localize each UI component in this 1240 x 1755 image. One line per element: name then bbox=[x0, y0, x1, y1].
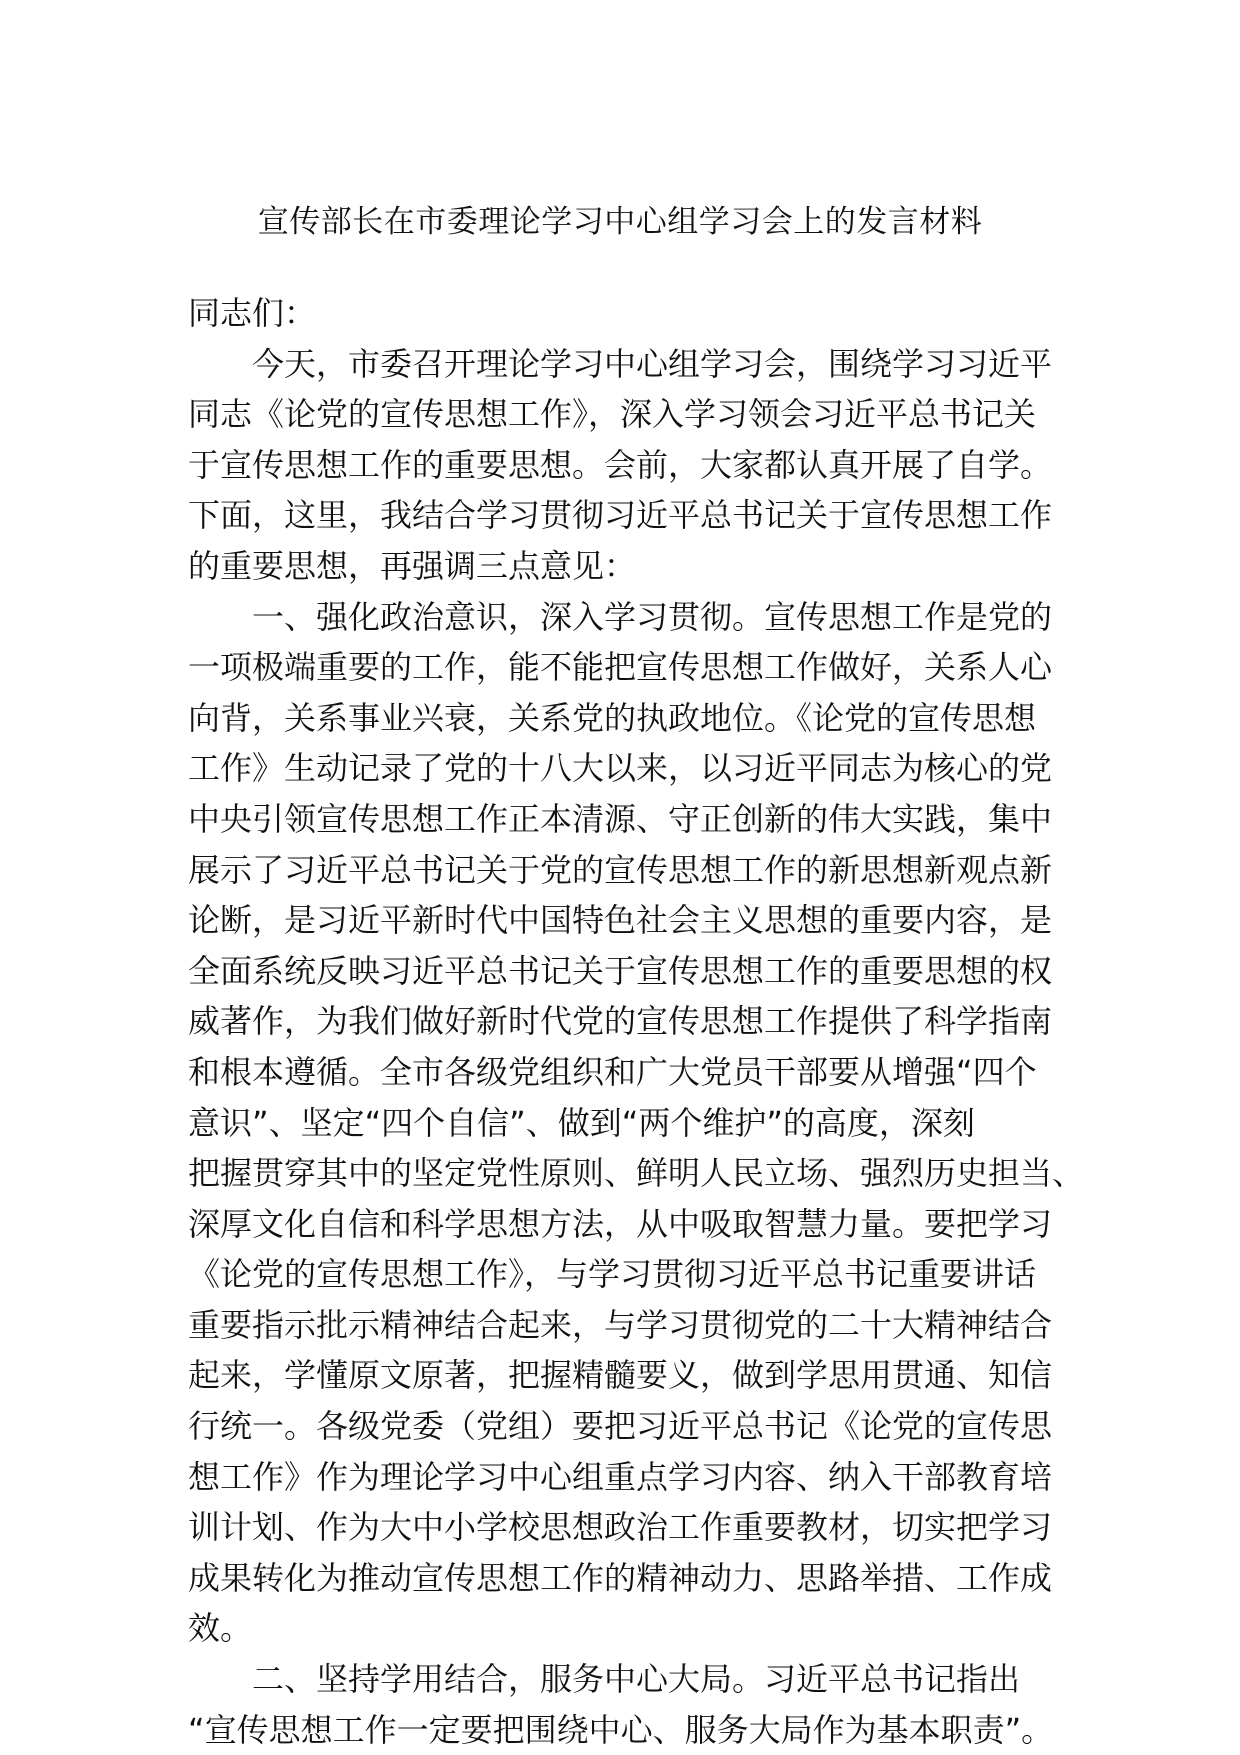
body-line: 把握贯穿其中的坚定党性原则、鲜明人民立场、强烈历史担当、 bbox=[188, 1154, 1085, 1193]
body-line: 的重要思想，再强调三点意见： bbox=[188, 546, 637, 585]
body-line: 今天，市委召开理论学习中心组学习会，围绕学习习近平 bbox=[252, 344, 1053, 383]
document-body bbox=[188, 288, 1085, 1755]
section-two-line: 二、坚持学用结合，服务中心大局。习近平总书记指出 bbox=[252, 1660, 1021, 1699]
body-line: 重要指示批示精神结合起来，与学习贯彻党的二十大精神结合 bbox=[188, 1305, 1053, 1344]
salutation: 同志们： bbox=[188, 294, 317, 332]
body-line: 深厚文化自信和科学思想方法，从中吸取智慧力量。要把学习 bbox=[188, 1204, 1053, 1243]
body-line: 想工作》作为理论学习中心组重点学习内容、纳入干部教育培 bbox=[188, 1457, 1053, 1496]
body-line: 《论党的宣传思想工作》，与学习贯彻习近平总书记重要讲话 bbox=[188, 1255, 1037, 1294]
body-line: 同志《论党的宣传思想工作》，深入学习领会习近平总书记关 bbox=[188, 395, 1037, 434]
body-line: 和根本遵循。全市各级党组织和广大党员干部要从增强“四个 bbox=[188, 1052, 1037, 1091]
body-line: 训计划、作为大中小学校思想政治工作重要教材，切实把学习 bbox=[188, 1508, 1053, 1547]
document-title: 宣传部长在市委理论学习中心组学习会上的发言材料 bbox=[257, 204, 983, 240]
body-line: 效。 bbox=[188, 1609, 253, 1648]
body-line: 于宣传思想工作的重要思想。会前，大家都认真开展了自学。 bbox=[188, 445, 1053, 484]
body-line: 论断，是习近平新时代中国特色社会主义思想的重要内容，是 bbox=[188, 901, 1053, 940]
body-line: 成果转化为推动宣传思想工作的精神动力、思路举措、工作成 bbox=[188, 1558, 1053, 1597]
body-line: 下面，这里，我结合学习贯彻习近平总书记关于宣传思想工作 bbox=[188, 496, 1053, 535]
body-line: “宣传思想工作一定要把围绕中心、服务大局作为基本职责”。 bbox=[188, 1710, 1054, 1749]
body-line: 行统一。各级党委（党组）要把习近平总书记《论党的宣传思 bbox=[188, 1407, 1053, 1446]
section-one-line: 一、强化政治意识，深入学习贯彻。宣传思想工作是党的 bbox=[252, 597, 1053, 636]
body-line: 工作》生动记录了党的十八大以来，以习近平同志为核心的党 bbox=[188, 749, 1053, 788]
body-line: 向背，关系事业兴衰，关系党的执政地位。《论党的宣传思想 bbox=[188, 698, 1037, 737]
body-line: 展示了习近平总书记关于党的宣传思想工作的新思想新观点新 bbox=[188, 850, 1053, 889]
body-line: 威著作，为我们做好新时代党的宣传思想工作提供了科学指南 bbox=[188, 1002, 1053, 1041]
body-line: 全面系统反映习近平总书记关于宣传思想工作的重要思想的权 bbox=[188, 951, 1053, 990]
body-line: 中央引领宣传思想工作正本清源、守正创新的伟大实践，集中 bbox=[188, 799, 1053, 838]
body-line: 意识”、坚定“四个自信”、做到“两个维护”的高度，深刻 bbox=[188, 1103, 975, 1142]
body-line: 起来，学懂原文原著，把握精髓要义，做到学思用贯通、知信 bbox=[188, 1356, 1053, 1395]
body-line: 一项极端重要的工作，能不能把宣传思想工作做好，关系人心 bbox=[188, 648, 1053, 687]
